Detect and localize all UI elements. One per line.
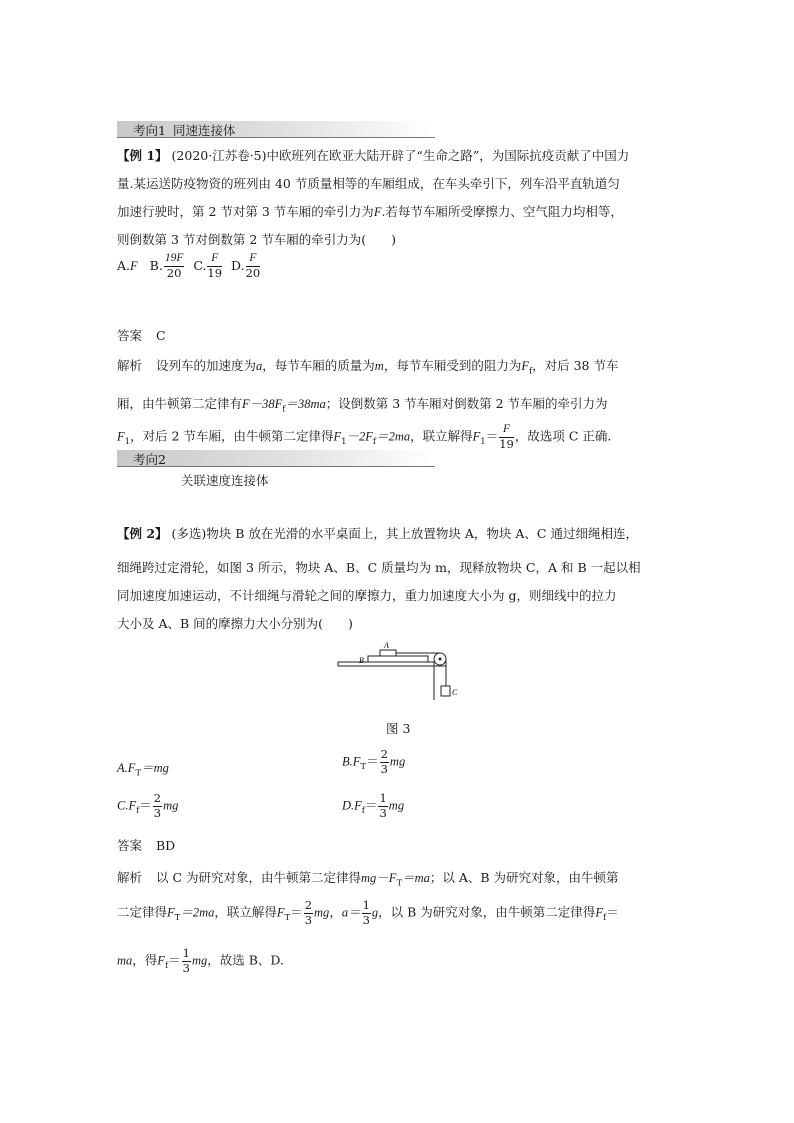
option-2c: $C.F_f=$ $\frac{2}{3}$ mg (117, 791, 179, 820)
option-b: B. $\frac{19F}{20}$ (149, 252, 184, 280)
label-c: C (452, 688, 458, 697)
example1-line4: 则倒数第 3 节对倒数第 2 节车厢的牵引力为( ) (117, 232, 397, 247)
answer-label: 答案 (117, 328, 143, 343)
answer-label-2: 答案 (117, 838, 143, 853)
example2-line2: 细绳跨过定滑轮，如图 3 所示，物块 A、B、C 质量均为 m，现释放物块 C，A 和 B 一起以相 (117, 560, 641, 575)
example1-line2: 量.某运送防疫物资的班列由 40 节质量相等的车厢组成，在车头牵引下，列车沿平直轨道匀 (117, 176, 620, 191)
figure-3-caption: 图 3 (386, 721, 411, 736)
example2-analysis-line2: 二定律得$F_T=2ma$，联立解得$F_T=$ $\frac{2}{3}$ mg，a＝ $\frac{1}{3}$ g，以 B 为研究对象，由牛顿第二定律得$F_f=$ (117, 898, 619, 927)
option-2d: $D.F_f=$ $\frac{1}{3}$ mg (342, 791, 405, 820)
table-surface (338, 662, 446, 666)
pulley-axle (439, 658, 442, 661)
section-tag-1: 考向1 (133, 123, 166, 138)
option-2b: $B.F_T=$ $\frac{2}{3}$ mg (342, 747, 406, 776)
block-b (368, 656, 428, 662)
block-c (441, 686, 450, 696)
analysis-label-2: 解析 (117, 870, 143, 885)
example1-stem-line1: 中欧班列在欧亚大陆开辟了“生命之路”，为国际抗疫贡献了中国力 (266, 148, 630, 163)
example2-line4: 大小及 A、B 间的摩擦力大小分别为( ) (117, 616, 353, 631)
example2-answer (117, 836, 175, 854)
figure-3-pulley-diagram (336, 640, 466, 706)
example1-analysis-line1: 解析 设列车的加速度为a，每节车厢的质量为m，每节车厢受到的阻力为$F_f$，对后 38 节车 (117, 358, 619, 377)
example1-analysis-line3: $F_1$，对后 2 节车厢，由牛顿第二定律得$F_1-2F_f=2ma$，联立解得$F_1=$ $\frac{F}{19}$ ，故选项 C 正确. (117, 423, 612, 451)
example1-line1 (117, 146, 629, 164)
section-header-tag-2: 考向2 (133, 452, 166, 467)
example2-line3: 同加速度加速运动，不计细绳与滑轮之间的摩擦力，重力加速度大小为 g，则细线中的拉力 (117, 588, 617, 603)
option-a: A.F (117, 257, 138, 273)
label-b: B (359, 656, 364, 665)
section-title-1: 同速连接体 (172, 123, 236, 138)
label-a: A (384, 641, 389, 650)
block-a (380, 650, 396, 656)
analysis-label: 解析 (117, 358, 143, 373)
option-2a: $A.F_T=mg$ (117, 761, 169, 779)
example1-analysis-line2: 厢，由牛顿第二定律有$F-38F_f=38ma$；设倒数第 3 节车厢对倒数第 2 节车厢的牵引力为 (117, 396, 608, 415)
example1-answer (117, 326, 166, 344)
example1-source: (2020·江苏卷·5) (171, 148, 267, 163)
example1-options (117, 253, 261, 279)
section-header-label-1 (133, 121, 235, 139)
option-c: C. $\frac{F}{19}$ (193, 252, 223, 280)
example2-label: 【例 2】 (117, 526, 168, 541)
example1-line3: 加速行驶时，第 2 节对第 3 节车厢的牵引力为F.若每节车厢所受摩擦力、空气阻力均相等， (117, 204, 623, 219)
example2-analysis-line3: ma，得$F_f=$ $\frac{1}{3}$ mg，故选 B、D. (117, 946, 284, 975)
example2-analysis-line1: 解析 以 C 为研究对象，由牛顿第二定律得$mg-F_T=ma$；以 A、B 为研究对象，由牛顿第 (117, 870, 619, 889)
example1-label: 【例 1】 (117, 148, 168, 163)
section-title-2: 关联速度连接体 (181, 473, 269, 488)
example2-line1: 【例 2】 (多选)物块 B 放在光滑的水平桌面上，其上放置物块 A，物块 A、C 通过细绳相连， (117, 526, 638, 541)
answer-value-2: BD (156, 838, 176, 853)
answer-value: C (156, 328, 166, 343)
option-d: D. $\frac{F}{20}$ (231, 252, 261, 280)
